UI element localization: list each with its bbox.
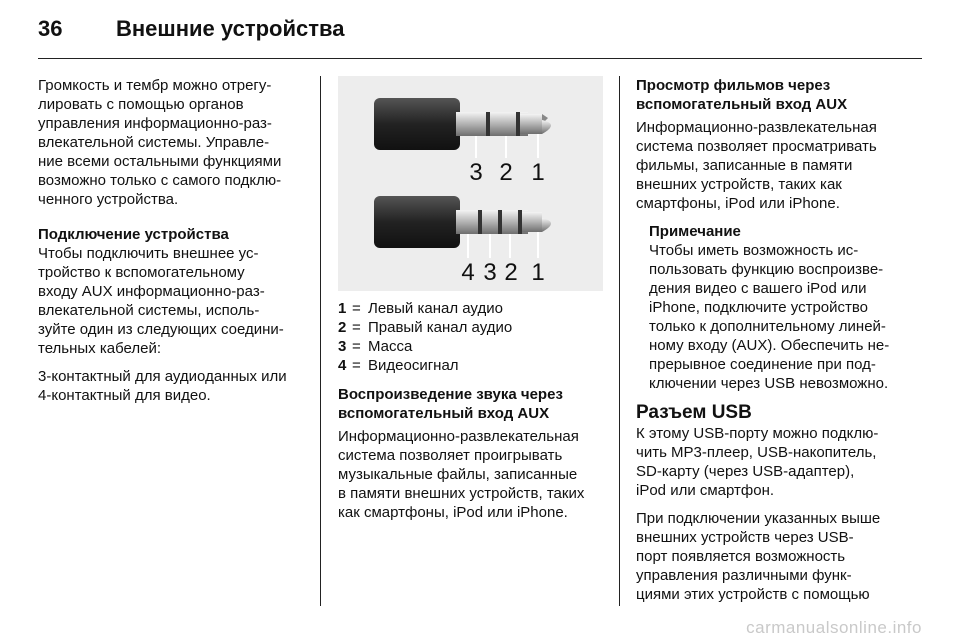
- column-3: [636, 76, 906, 613]
- legend-item: 4 = Видеосигнал: [338, 357, 459, 374]
- plug-3pin-label: 1: [531, 159, 545, 186]
- page-header: [38, 16, 345, 48]
- legend-item: 3 = Масса: [338, 338, 413, 355]
- figure-legend: [338, 299, 603, 375]
- plug-4pin-icon: [374, 196, 551, 258]
- column-divider-1: [320, 76, 321, 606]
- usb-paragraph-2: При подключении указанных выше внешних устройств через USB- порт появляется возможность управления различными функ- циями этих устройств с помощью: [636, 510, 881, 603]
- video-heading: Просмотр фильмов через вспомогательный вход AUX: [636, 77, 848, 113]
- connect-section: Подключение устройства Чтобы подключить внешнее ус- тройство к вспомогательному входу AUX информационно-раз- влекательной системы, исполь- зуйте один из следующих соедини- тельных кабелей:: [38, 226, 284, 357]
- connect-heading: Подключение устройства: [38, 226, 229, 243]
- video-paragraph: Информационно-развлекательная система позволяет просматривать фильмы, записанные в памяти внешних устройств, таких как смартфоны, iPod или iPhone.: [636, 119, 877, 212]
- plug-4pin-label: 1: [531, 259, 545, 286]
- plug-4pin-label: 4: [461, 259, 475, 286]
- watermark: carmanualsonline.info: [746, 618, 922, 637]
- page-number: 36: [38, 16, 63, 41]
- note-block: Примечание Чтобы иметь возможность ис- пользовать функцию воспроизве- дения видео с вашего iPod или iPhone, подключите устройство только к дополнительному линей- ному входу (AUX). Обеспечить не- прерывное соединение при под- ключении через USB невозможно.: [649, 223, 890, 392]
- note-heading: Примечание: [649, 223, 741, 240]
- plug-3pin-label: 3: [469, 159, 483, 186]
- plug-3pin-label: 2: [499, 159, 513, 186]
- column-2: [338, 76, 603, 531]
- audio-heading: Воспроизведение звука через вспомогательный вход AUX: [338, 386, 563, 422]
- intro-paragraph: Громкость и тембр можно отрегу- лировать с помощью органов управления информационно-раз- влекательной системы. Управле- ние всеми остальными функциями возможно только с самого подклю- ченного устройства.: [38, 77, 282, 208]
- aux-plug-figure: [338, 76, 603, 291]
- usb-paragraph: К этому USB-порту можно подклю- чить MP3-плеер, USB-накопитель, SD-карту (через USB-адаптер), iPod или смартфон.: [636, 425, 879, 499]
- plug-diagram: [338, 76, 603, 291]
- cables-paragraph: 3-контактный для аудиоданных или 4-контактный для видео.: [38, 368, 287, 404]
- legend-item: 1 = Левый канал аудио: [338, 300, 503, 317]
- column-divider-2: [619, 76, 620, 606]
- audio-paragraph: Информационно-развлекательная система позволяет проигрывать музыкальные файлы, записанные в памяти внешних устройств, таких как смартфоны, iPod или iPhone.: [338, 428, 585, 521]
- plug-3pin-icon: [374, 98, 551, 158]
- usb-heading: Разъем USB: [636, 402, 752, 423]
- page-title: Внешние устройства: [116, 16, 345, 41]
- plug-4pin-label: 2: [504, 259, 518, 286]
- plug-4pin-label: 3: [483, 259, 497, 286]
- header-divider: [38, 58, 922, 59]
- column-1: [38, 76, 308, 414]
- legend-item: 2 = Правый канал аудио: [338, 319, 513, 336]
